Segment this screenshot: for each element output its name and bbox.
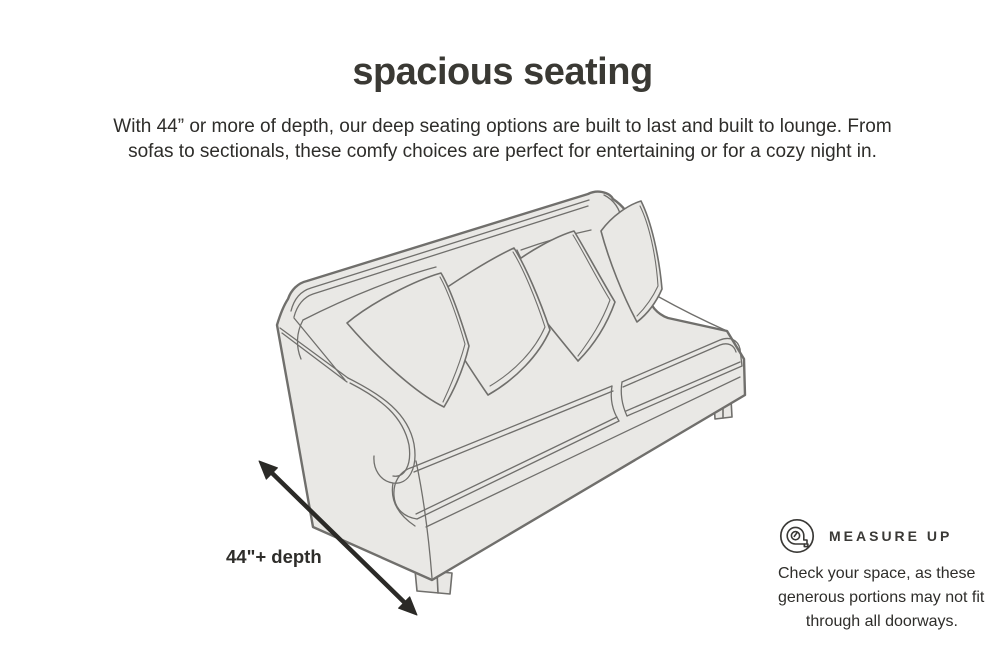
measure-note-line-2: generous portions may not fit — [778, 589, 985, 606]
measure-up-header — [778, 517, 958, 555]
sofa-line-drawing — [277, 192, 745, 594]
measure-up-block — [778, 517, 985, 634]
intro-line-2: sofas to sectionals, these comfy choices are perfect for entertaining or for a cozy night in. — [128, 141, 877, 162]
measure-note-line-3: through all doorways. — [805, 613, 958, 630]
page-title: spacious seating — [352, 51, 653, 93]
measure-note-line-1: Check your space, as these — [778, 565, 976, 582]
measure-up-heading: MEASURE UP — [829, 528, 953, 544]
measure-up-note — [778, 562, 985, 634]
intro-line-1: With 44” or more of depth, our deep seating options are built to last and built to lounge. From — [113, 116, 892, 137]
depth-dimension-label: 44"+ depth — [226, 546, 322, 567]
tape-measure-icon — [778, 517, 816, 555]
